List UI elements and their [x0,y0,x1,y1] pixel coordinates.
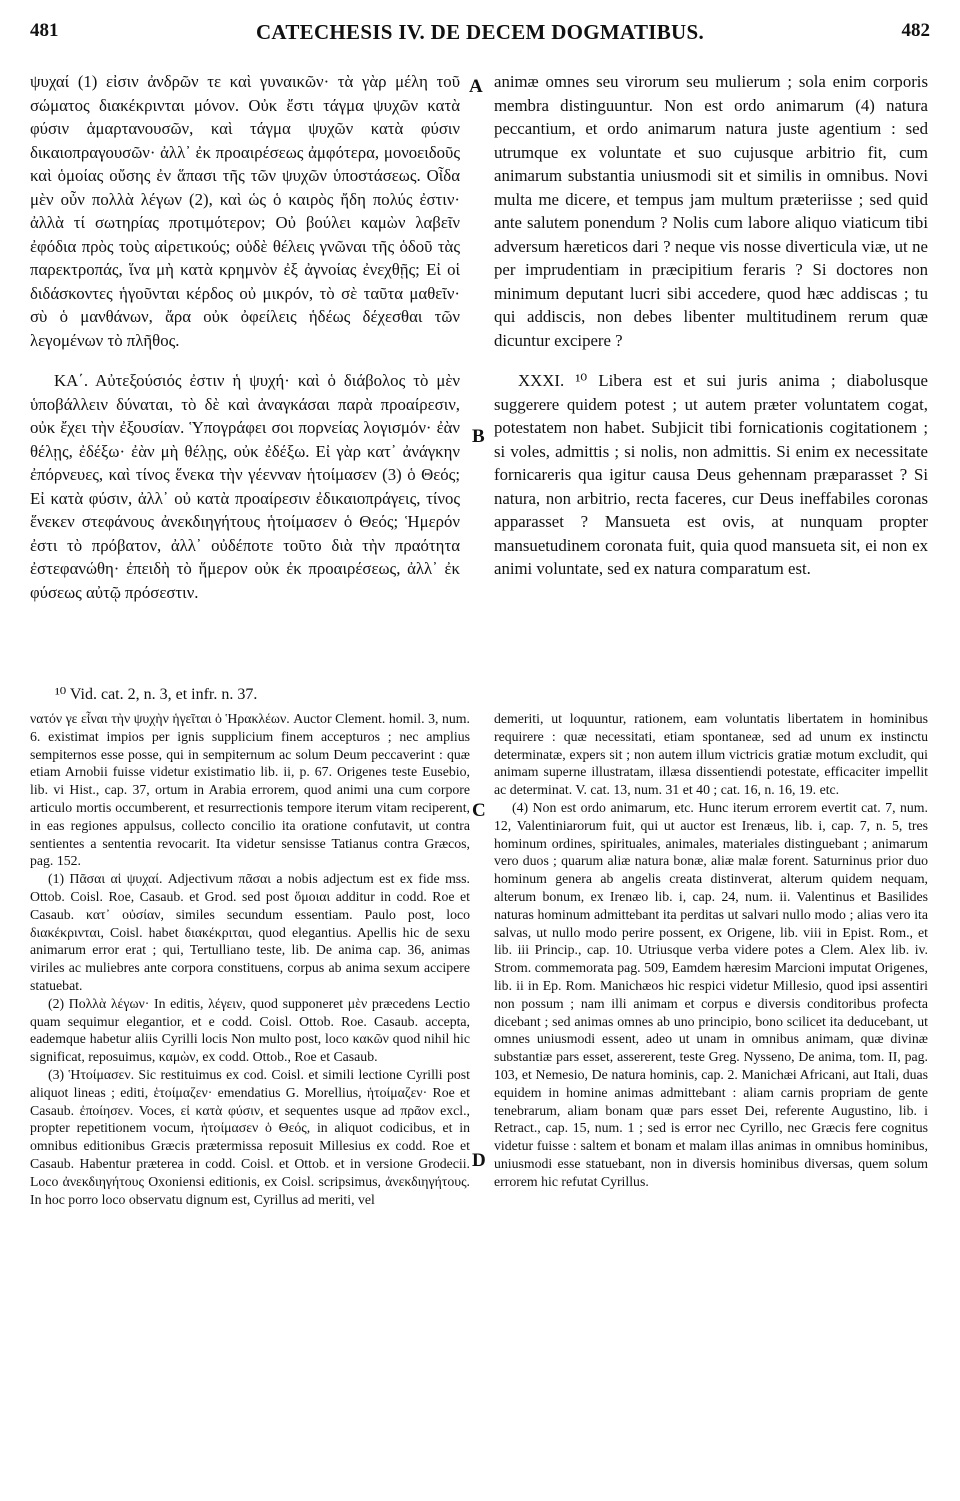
note-1: (1) Πᾶσαι αἱ ψυχαί. Adjectivum πᾶσαι a nobis adjectum est ex fide mss. Ottob. Coisl. Roe, Casaub. et Grod. sed post ὅμοιαι additur in codd. Roe et Casaub. κατ᾽ οὐσίαν, similes secundum essentiam. Paulo post, loco διακέκρινται, Coisl. habet διακέκριται, quod elegantius. Apellis hic de sexu animarum error erat ; qui, Tertulliano teste, lib. De anima cap. 36, animas viriles ac muliebres ante corpora constituens, corpus ab anima sexum accipere statuebat. [30,871,470,993]
greek-text-column [30,70,460,604]
page-number-left: 481 [30,20,59,41]
greek-paragraph-2: ΚΑ΄. Αὐτεξούσιός ἐστιν ἡ ψυχή· καὶ ὁ διάβολος τὸ μὲν ὑποβάλλειν δύναται, τὸ δὲ καὶ ἀναγκάσαι παρὰ προαίρεσιν, οὐκ ἔχει τὴν ἐξουσίαν. Ὑπογράφει σοι πορνείας λογισμόν· ἐὰν θέλῃς, ἐδέξω· ἐὰν μὴ θέλῃς, οὐκ ἐδέξω. Εἰ γὰρ κατ᾽ ἀνάγκην ἐπόρνευες, καὶ τίνος ἕνεκα τὴν γέενναν ἡτοίμασεν (3) ὁ Θεός; Εἰ κατὰ φύσιν, ἀλλ᾽ οὐ κατὰ προαίρεσιν ἐδικαιοπράγεις, τίνος ἕνεκεν στεφάνους ἀνεκδιηγήτους ἡτοίμασεν ὁ Θεός; Ἡμερόν ἐστι τὸ πρόβατον, ἀλλ᾽ οὐδέποτε τοῦτο διὰ τὴν πραότητα ἐστεφανώθη· ἐπειδὴ τὸ ἥμερον οὐκ ἐκ προαιρέσεως, ἀλλ᾽ ἐκ φύσεως αὐτῷ πρόσεστιν. [30,371,460,602]
margin-marker-c: C [472,800,486,821]
greek-paragraph-1: ψυχαί (1) εἰσιν ἀνδρῶν τε καὶ γυναικῶν· τὰ γὰρ μέλη τοῦ σώματος διακέκρινται μόνον. Οὐκ ἔστι τάγμα ψυχῶν κατὰ φύσιν ἁμαρτανουσῶν, καὶ τάγμα ψυχῶν κατὰ φύσιν δικαιοπραγουσῶν· ἀλλ᾽ ἐκ προαιρέσεως ἀμφότερα, μονοειδοῦς καὶ ὁμοίας οὔσης ἐν ἅπασι τῆς τῶν ψυχῶν ὑποστάσεως. Οἶδα μὲν οὖν πολλὰ λέγων (2), καὶ ὡς ὁ καιρὸς ἤδη πολύς ἐστιν· ἀλλὰ τί σωτηρίας προτιμότερον; Οὐ βούλει καμὼν λαβεῖν ἐφόδια πρὸς τοὺς αἱρετικούς; οὐδὲ θέλεις γνῶναι τῆς ὁδοῦ τὰς παρεκτροπάς, ἵνα μὴ κατὰ κρημνὸν ἐξ ἀγνοίας ἐνεχθῇς; Εἰ οἱ διδάσκοντες ἡγοῦνται κέρδος οὐ μικρόν, τὸ σὲ ταῦτα μαθεῖν· σὺ ὁ μανθάνων, ἄρα οὐκ ὀφείλεις ἡδέως δέχεσθαι τῶν λεγομένων τὸ πλῆθος. [30,72,460,350]
note-4: (4) Non est ordo animarum, etc. Hunc iterum errorem evertit cat. 7, num. 12, Valentiniarorum fuit, qui ut auctor est Irenæus, lib. i, cap. 7, n. 5, tres hominum ordines, spirituales, animales, materiales distinguebant ; animarum vero duos ; quarum aliæ natura bonæ, aliæ malæ forent. Saturninus prior duo hominum genera ab angelis creata distinverat, alterum quidem nequam, alterum bonum, ex Irenæo lib. i, cap. 24, num. ii. Valentinus et Basilides naturas hominum admittebant ita perditas ut salvari nullo modo ; alias vero ita salvas, ut nullo modo perire possent, ex Origene, lib. viii in Epist. Rom., et lib. iii Princip., cap. 10. Utriusque verba videre potes a Clem. Alex lib. iv. Strom. commemorata pag. 509, Eamdem hæresim Marcioni imputat Origenes, lib. ii in Ep. Rom. Manichæos hic respici videtur Millesio, quod ipsi assentiri non possum ; nam illi animam et corpus e diversis conditoribus profecta dicebant ; sed animas omnes ab uno principio, bono scilicet ita deducebant, ut omnes uniusmodi essent, adeo ut unam in omnibus animam, quæ divinæ substantiæ pars esset, assererent, teste Greg. Nysseno, De anima, tom. II, pag. 103, et Nemesio, De natura hominis, cap. 2. Manichæi Africani, aut Itali, duas equidem in homine animas admittebant : aliam carnis propriam de gente tenebrarum, aliam bonam quæ pars esset Dei, referente Augustino, lib. i Retract., cap. 15, num. 1 ; sed is error nec Cyrillo, nec Græcis fere cognitus videtur fuisse : saltem et bonam et malam illas animas in omnibus hominibus, uniusmodi esse statuebant, non in diversis hominibus diversas, quem solum errorem hic refutat Cyrillus. [494,799,928,1189]
page-number-right: 482 [901,20,930,41]
latin-paragraph-2: XXXI. ¹⁰ Libera est et sui juris anima ; diabolusque suggerere quidem potest ; ut autem præter voluntatem cogat, potestatem non habet. Subjicit tibi fornicationis cogitationem ; si voles, admittis ; si nolis, non admittis. Si enim ex necessitate fornicareris qua igitur causa Deus gehennam præparasset ? Si natura, non arbitrio, recta faceres, cur Deus ineffabiles coronas apparasset ? Mansueta est ovis, at nunquam propter mansuetudinem coronata fuit, quia quod mansueta sit, ei non ex animi voluntate, sed ex natura comparatum est. [494,371,928,578]
margin-marker-d: D [472,1150,486,1171]
note-continuation: νατόν γε εἶναι τὴν ψυχὴν ἡγεῖται ὁ Ἡρακλέων. Auctor Clement. homil. 3, num. 6. existimat impios per ignis supplicium finem accepturos ; nec amplius sempiternos esse posse, qui in sempiternum ac solum Deum peccaverint : quæ etiam Arnobii fuisse videtur existimatio lib. ii, p. 67. Origenes teste Eusebio, lib. vi Hist., cap. 37, ortum in Arabia errorem, quod animi una cum corpore articulo mortis occumberent, et resurrectionis tempore iterum vitam reciperent, in eas regiones appulsus, collecto concilio ita oratione confutavit, ut contra sentientes a sententia revocarit. Ita videtur sensisse Tatianus contra Græcos, pag. 152. [30,711,470,869]
margin-marker-a: A [469,76,483,97]
margin-marker-b: B [472,426,485,447]
note-3: (3) Ἡτοίμασεν. Sic restituimus ex cod. Coisl. et simili lectione Cyrilli post aliquot lineas ; editi, ἑτοίμαζεν· emendatius G. Morellius, ἡτοίμαζεν· Roe et Casaub. ἐποίησεν. Voces, εἰ κατὰ φύσιν, et sequentes usque ad πρᾶον excl., propter repetitionem vocum, ἡτοίμασεν ὁ Θεός, in aliquot codicibus, et in omnibus editionibus Græcis prætermissa reposuit Millesius ex codd. Roe et Casaub. Habentur præterea in codd. Coisl. et Ottob. et in versione Grodecii. Loco ἀνεκδιηγήτους Oxoniensi editionis, ex Coisl. scripsimus, ἀνεκδιηγήτους. In hoc porro loco observatu dignum est, Cyrillus ad meriti, vel [30,1066,470,1207]
running-header [30,20,930,52]
running-title: CATECHESIS IV. DE DECEM DOGMATIBUS. [255,20,705,44]
note-3-continuation: demeriti, ut loquuntur, rationem, eam voluntatis libertatem in hominibus requirere : quæ necessitati, etiam spontaneæ, sed ad unum ex instinctu determinatæ, expers sit ; non autem illum victricis gratiæ motum excludit, qui animam superne illustratam, illæsa dissentiendi potestate, efficaciter impellit ac determinat. V. cat. 13, num. 31 et 40 ; cat. 16, n. 16, 19. etc. [494,711,928,798]
latin-text-column [494,70,928,581]
latin-paragraph-1: animæ omnes seu virorum seu mulierum ; sola enim corporis membra distinguuntur. Non est ordo animarum (4) natura peccantium, et ordo animarum natura juste agentium : sed utrumque ex voluntate et suo cujusque arbitrio fit, cum animarum substantia uniusmodi sit et similis in omnibus. Novi multa me dicere, et tempus jam multum præteriisse ; sed quid ante salutem ponendum ? Nolis cum labore aliquo viaticum tibi adversum hæreticos dari ? neque vis nosse diverticula viæ, ut ne per imprudentiam in præcipitium feraris ? Si doctores non minimum deputant lucri sibi accedere, quod hæc addiscas ; tu qui addiscis, non debes libenter multitudinem rerum quæ dicuntur excipere ? [494,72,928,350]
note-2: (2) Πολλὰ λέγων· In editis, λέγειν, quod supponeret μὲν præcedens Lectio quam sequimur elegantior, et e codd. Coisl. Ottob. Roe. Casaub. accepta, eademque habetur aliis Cyrilli locis Non multo post, loco κακῶν quod nihil hic significat, reposuimus, καμὼν, ex codd. Ottob., Roe et Casaub. [30,995,470,1065]
notes-right-column [494,710,928,1191]
notes-left-column [30,710,470,1208]
footnote: ¹⁰ Vid. cat. 2, n. 3, et infr. n. 37. [55,686,258,703]
